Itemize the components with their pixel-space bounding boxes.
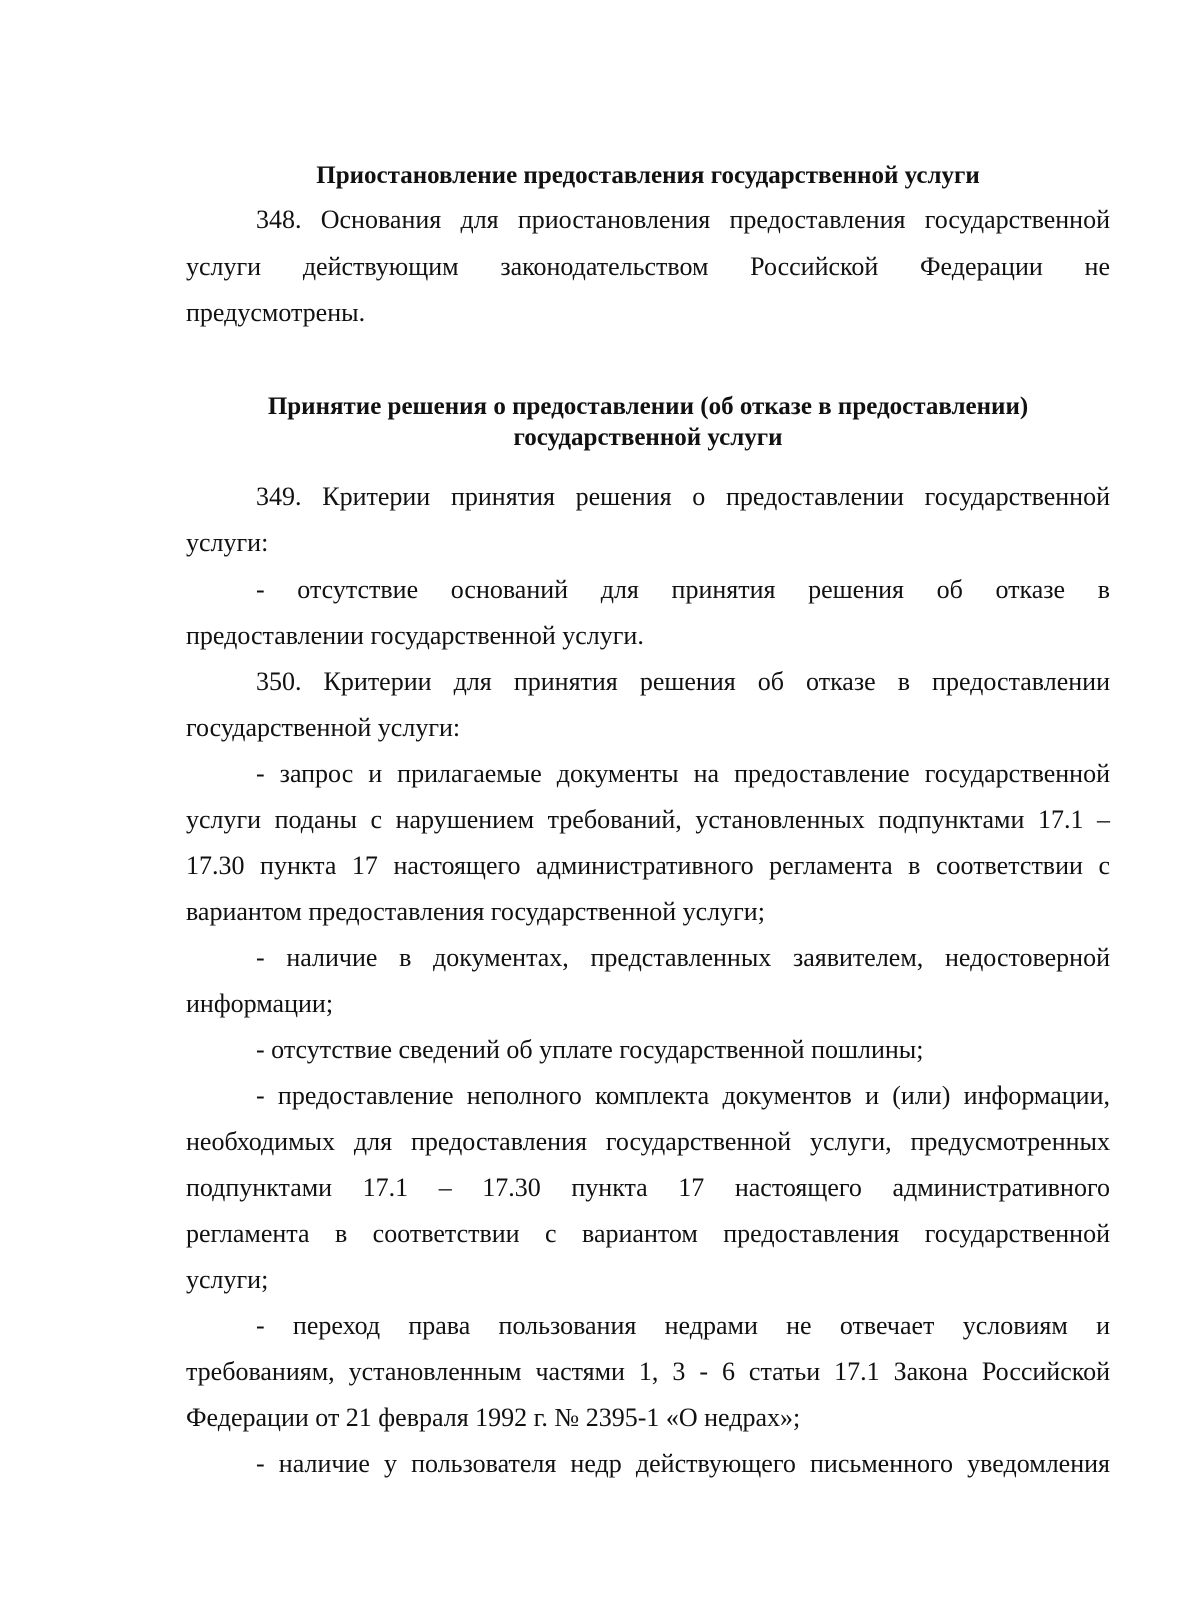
paragraph-line: требованиям, установленным частями 1, 3 - 6 статьи 17.1 Закона Российской [186,1357,1110,1386]
paragraph-line: - запрос и прилагаемые документы на предоставление государственной [256,759,1110,788]
paragraph-line: подпунктами 17.1 – 17.30 пункта 17 настоящего административного [186,1173,1110,1202]
paragraph-line: услуги: [186,528,269,557]
paragraph-line: - отсутствие сведений об уплате государственной пошлины; [256,1035,924,1064]
paragraph-line: 349. Критерии принятия решения о предоставлении государственной [256,482,1110,511]
heading-suspension: Приостановление предоставления государственной услуги [316,162,980,189]
paragraph-line: - предоставление неполного комплекта документов и (или) информации, [256,1081,1110,1110]
paragraph-line: предусмотрены. [186,298,366,327]
paragraph-line: услуги; [186,1265,269,1294]
paragraph-line: регламента в соответствии с вариантом предоставления государственной [186,1219,1110,1248]
paragraph-line: вариантом предоставления государственной услуги; [186,897,765,926]
paragraph-line: услуги поданы с нарушением требований, установленных подпунктами 17.1 – [186,805,1110,834]
paragraph-line: 17.30 пункта 17 настоящего административного регламента в соответствии с [186,851,1110,880]
paragraph-line: - отсутствие оснований для принятия решения об отказе в [256,575,1110,604]
paragraph-line: государственной услуги: [186,713,461,742]
paragraph-line: - переход права пользования недрами не отвечает условиям и [256,1311,1110,1340]
paragraph-line: предоставлении государственной услуги. [186,621,644,650]
paragraph-line: - наличие у пользователя недр действующего письменного уведомления [256,1449,1110,1478]
heading-decision: Принятие решения о предоставлении (об отказе в предоставлении) [267,393,1029,420]
paragraph-line: 348. Основания для приостановления предоставления государственной [256,205,1110,234]
paragraph-line: 350. Критерии для принятия решения об отказе в предоставлении [256,667,1110,696]
heading-decision-line2: государственной услуги [513,424,783,451]
paragraph-line: Федерации от 21 февраля 1992 г. № 2395-1 «О недрах»; [186,1403,801,1432]
paragraph-line: - наличие в документах, представленных заявителем, недостоверной [256,943,1110,972]
paragraph-line: услуги действующим законодательством Российской Федерации не [186,252,1110,281]
paragraph-line: необходимых для предоставления государственной услуги, предусмотренных [186,1127,1110,1156]
paragraph-line: информации; [186,989,334,1018]
